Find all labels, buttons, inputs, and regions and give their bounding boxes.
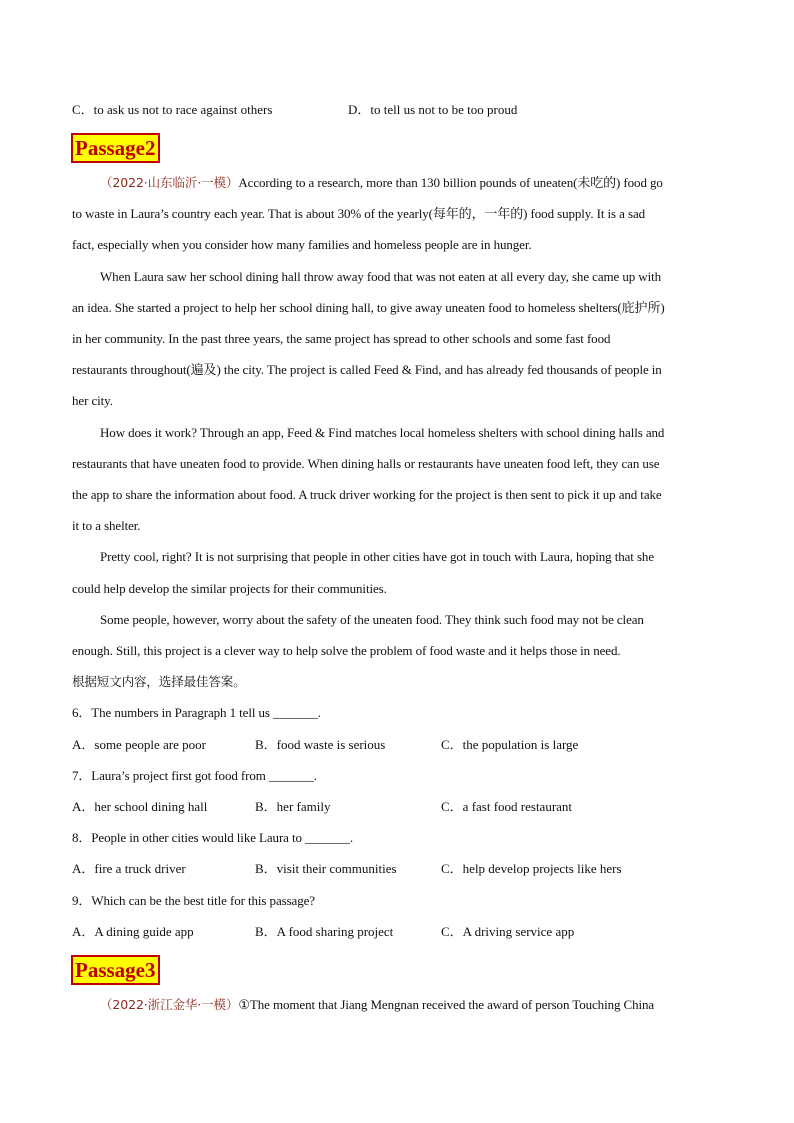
- passage2-line-13: Pretty cool, right? It is not surprising that people in other cities have got in touch with Laura, hoping that she: [100, 549, 654, 564]
- passage3-line-1: （2022·浙江金华·一模）①The moment that Jiang Mengnan received the award of person Touching China: [100, 997, 655, 1012]
- passage2-line-8: her city.: [72, 393, 113, 408]
- question-7-option-c: C．a fast food restaurant: [441, 799, 573, 814]
- passage2-line-7: restaurants throughout(遍及) the city. The project is called Feed & Find, and has already fed thousands of people in: [72, 362, 662, 377]
- passage2-line-5: an idea. She started a project to help her school dining hall, to give away uneaten food to homeless shelters(庇护所): [72, 300, 665, 315]
- question-7-option-b: B．her family: [255, 799, 331, 814]
- option-d: D．to tell us not to be too proud: [348, 102, 518, 117]
- passage2-badge: Passage2: [71, 133, 160, 163]
- passage2-line-3: fact, especially when you consider how many families and homeless people are in hunger.: [72, 237, 532, 252]
- passage2-line-15: Some people, however, worry about the safety of the uneaten food. They think such food may not be clean: [100, 612, 644, 627]
- question-6-option-a: A．some people are poor: [72, 737, 206, 752]
- passage2-line-10: restaurants that have uneaten food to provide. When dining halls or restaurants have uneaten food left, they can use: [72, 456, 660, 471]
- passage2-line-9: How does it work? Through an app, Feed & Find matches local homeless shelters with school dining halls and: [100, 425, 665, 440]
- passage3-badge: Passage3: [71, 955, 160, 985]
- passage2-line-16: enough. Still, this project is a clever way to help solve the problem of food waste and it helps those in need.: [72, 643, 621, 658]
- question-7-option-a: A．her school dining hall: [72, 799, 208, 814]
- question-9-option-b: B．A food sharing project: [255, 924, 394, 939]
- passage2-line-6: in her community. In the past three years, the same project has spread to other schools and some fast food: [72, 331, 611, 346]
- question-6-option-b: B．food waste is serious: [255, 737, 386, 752]
- question-8-option-a: A．fire a truck driver: [72, 861, 186, 876]
- question-9-option-a: A．A dining guide app: [72, 924, 194, 939]
- passage2-line-2: to waste in Laura’s country each year. That is about 30% of the yearly(每年的，一年的) food supply. It is a sad: [72, 206, 646, 221]
- question-8-stem: 8．People in other cities would like Laura to _______.: [72, 830, 354, 845]
- question-8-option-b: B．visit their communities: [255, 861, 397, 876]
- passage2-line-12: it to a shelter.: [72, 518, 141, 533]
- instruction: 根据短文内容，选择最佳答案。: [72, 674, 246, 689]
- passage3-source: （2022·浙江金华·一模）: [100, 997, 239, 1012]
- question-8-option-c: C．help develop projects like hers: [441, 861, 622, 876]
- passage2-line-11: the app to share the information about food. A truck driver working for the project is then sent to pick it up and take: [72, 487, 662, 502]
- passage2-line-1: （2022·山东临沂·一模）According to a research, more than 130 billion pounds of uneaten(未吃的) food go: [100, 175, 663, 190]
- passage2-line-4: When Laura saw her school dining hall throw away food that was not eaten at all every day, she came up with: [100, 269, 661, 284]
- question-9-option-c: C．A driving service app: [441, 924, 575, 939]
- passage2-line-14: could help develop the similar projects for their communities.: [72, 581, 387, 596]
- passage2-source: （2022·山东临沂·一模）: [100, 175, 239, 190]
- question-7-stem: 7．Laura’s project first got food from _______.: [72, 768, 317, 783]
- question-6-option-c: C．the population is large: [441, 737, 579, 752]
- question-9-stem: 9．Which can be the best title for this passage?: [72, 893, 315, 908]
- question-6-stem: 6．The numbers in Paragraph 1 tell us _______.: [72, 705, 321, 720]
- option-c: C．to ask us not to race against others: [72, 102, 273, 117]
